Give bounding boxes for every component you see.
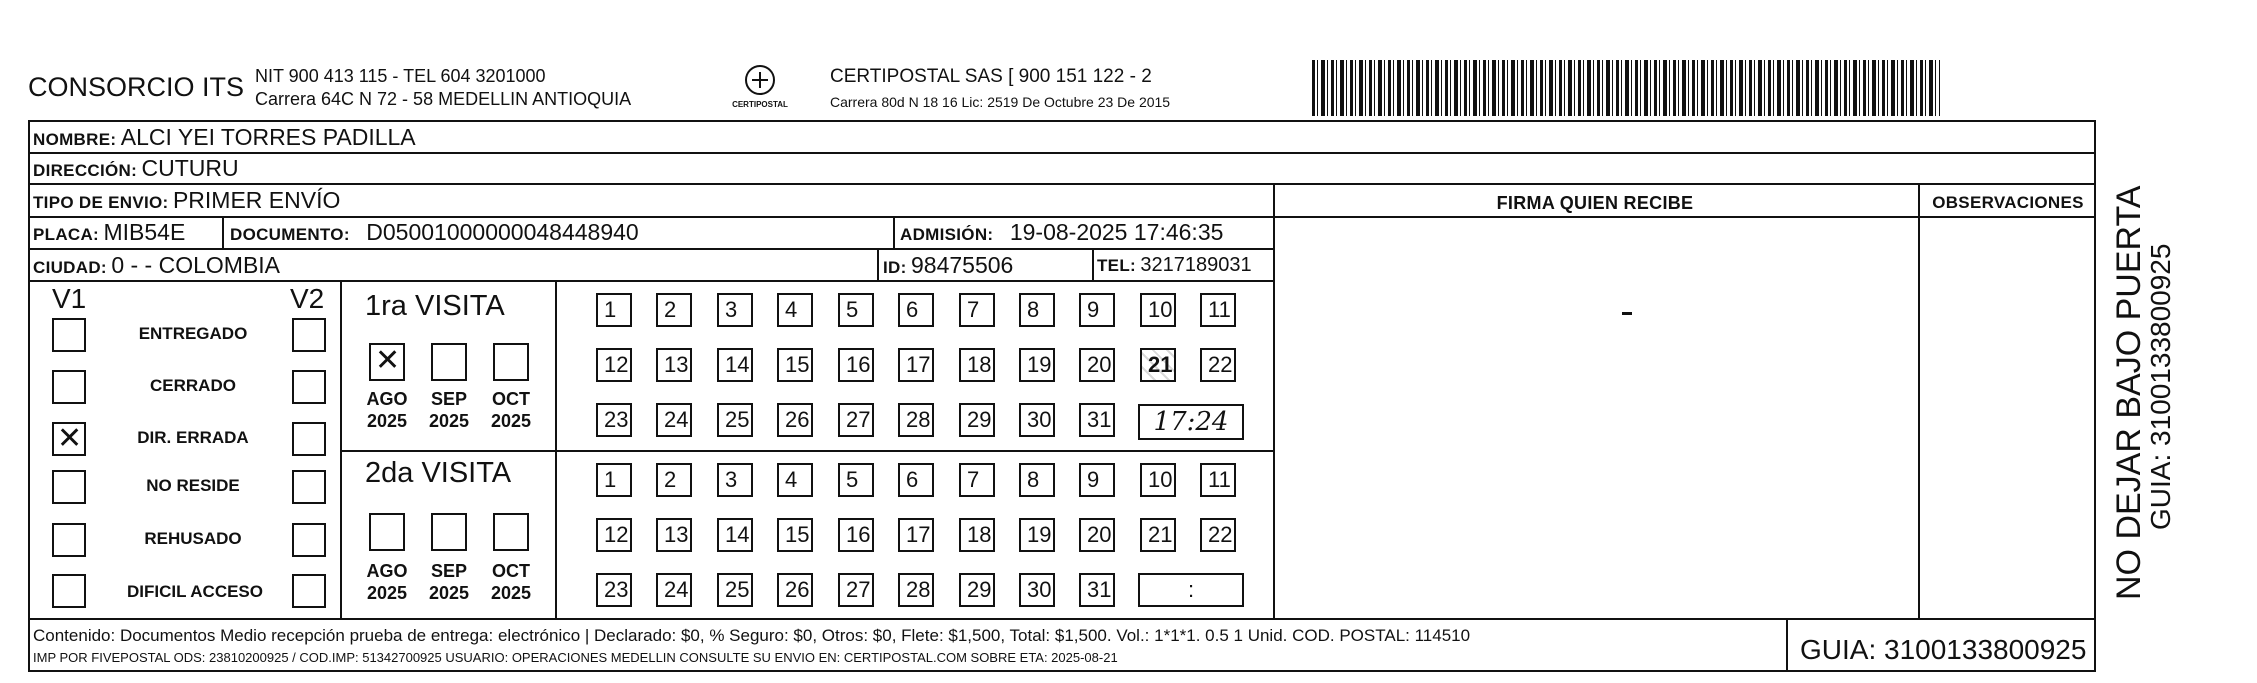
visit2-day-8[interactable]: 8 bbox=[1019, 463, 1055, 497]
visit2-day-18[interactable]: 18 bbox=[959, 518, 995, 552]
visit1-day-5[interactable]: 5 bbox=[838, 293, 874, 327]
v1-checkbox-entregado[interactable] bbox=[52, 318, 86, 352]
v1-checkbox-dificil-acceso[interactable] bbox=[52, 574, 86, 608]
visit2-time-box[interactable] bbox=[1138, 573, 1244, 607]
visit2-day-22[interactable]: 22 bbox=[1200, 518, 1236, 552]
v1-checkbox-dir-errada[interactable] bbox=[52, 422, 86, 456]
visit1-time-box[interactable] bbox=[1138, 404, 1244, 440]
visit1-day-2[interactable]: 2 bbox=[656, 293, 692, 327]
visit1-day-6[interactable]: 6 bbox=[898, 293, 934, 327]
v2-checkbox-dificil-acceso[interactable] bbox=[292, 574, 326, 608]
direccion-label: DIRECCIÓN: bbox=[33, 161, 138, 180]
visit2-month-checkbox-oct[interactable] bbox=[493, 513, 529, 551]
admision-row bbox=[900, 219, 1223, 246]
observaciones-label: OBSERVACIONES bbox=[1932, 193, 2084, 212]
visit2-day-30[interactable]: 30 bbox=[1019, 573, 1055, 607]
tipo-row bbox=[33, 187, 340, 214]
visit2-day-13[interactable]: 13 bbox=[656, 518, 692, 552]
visit1-day-4[interactable]: 4 bbox=[777, 293, 813, 327]
id-row bbox=[883, 252, 1013, 279]
company-name: CONSORCIO ITS bbox=[28, 72, 245, 102]
visit1-day-23[interactable]: 23 bbox=[596, 403, 632, 437]
visit1-day-17[interactable]: 17 bbox=[898, 348, 934, 382]
visit1-day-8[interactable]: 8 bbox=[1019, 293, 1055, 327]
visit1-month-ago: AGO 2025 bbox=[366, 389, 408, 431]
visit2-day-28[interactable]: 28 bbox=[898, 573, 934, 607]
footer-imp: IMP POR FIVEPOSTAL ODS: 23810200925 / COD.IMP: 51342700925 USUARIO: OPERACIONES MEDELLIN CONSULTE SU ENVIO EN: CERTIPOSTAL.COM SOBRE ETA: 2025-08-21 bbox=[33, 650, 1118, 665]
divider bbox=[28, 216, 2096, 218]
check-mark-icon: ✕ bbox=[375, 343, 401, 378]
visit1-month-checkbox-ago[interactable] bbox=[369, 343, 405, 381]
v2-checkbox-entregado[interactable] bbox=[292, 318, 326, 352]
visit1-day-19[interactable]: 19 bbox=[1019, 348, 1055, 382]
visit1-month-oct: OCT 2025 bbox=[490, 389, 532, 431]
visit1-day-27[interactable]: 27 bbox=[838, 403, 874, 437]
company-nit: NIT 900 413 115 - TEL 604 3201000 bbox=[255, 66, 546, 86]
visit1-day-24[interactable]: 24 bbox=[656, 403, 692, 437]
visit2-month-checkbox-ago[interactable] bbox=[369, 513, 405, 551]
tel-row bbox=[1097, 254, 1252, 277]
v1-checkbox-rehusado[interactable] bbox=[52, 523, 86, 557]
certipostal-logo-icon bbox=[725, 62, 795, 114]
tipo-label: TIPO DE ENVIO: bbox=[33, 193, 169, 212]
visit2-day-19[interactable]: 19 bbox=[1019, 518, 1055, 552]
placa-row bbox=[33, 219, 185, 246]
visit2-day-24[interactable]: 24 bbox=[656, 573, 692, 607]
visit2-day-2[interactable]: 2 bbox=[656, 463, 692, 497]
visit2-day-29[interactable]: 29 bbox=[959, 573, 995, 607]
check-mark-icon: ✕ bbox=[57, 421, 83, 456]
side-guia: GUIA: 3100133800925 bbox=[2145, 243, 2176, 530]
visit2-month-oct: OCT 2025 bbox=[490, 561, 532, 603]
visit2-day-23[interactable]: 23 bbox=[596, 573, 632, 607]
visit2-day-4[interactable]: 4 bbox=[777, 463, 813, 497]
visit2-day-3[interactable]: 3 bbox=[717, 463, 753, 497]
visit1-day-16[interactable]: 16 bbox=[838, 348, 874, 382]
visit1-title: 1ra VISITA bbox=[365, 290, 505, 322]
visit1-day-9[interactable]: 9 bbox=[1079, 293, 1115, 327]
visit2-time: : bbox=[1187, 577, 1195, 602]
visit2-day-7[interactable]: 7 bbox=[959, 463, 995, 497]
visit1-day-12[interactable]: 12 bbox=[596, 348, 632, 382]
visit1-day-20[interactable]: 20 bbox=[1079, 348, 1115, 382]
status-dificil-acceso: DIFICIL ACCESO bbox=[126, 582, 263, 601]
visit2-day-21[interactable]: 21 bbox=[1140, 518, 1176, 552]
divider bbox=[1273, 183, 1275, 620]
visit2-day-14[interactable]: 14 bbox=[717, 518, 753, 552]
visit1-time: 17:24 bbox=[1153, 407, 1229, 437]
direccion-row bbox=[33, 155, 239, 182]
visit1-month-checkbox-oct[interactable] bbox=[493, 343, 529, 381]
admision-value: 19-08-2025 17:46:35 bbox=[1009, 219, 1224, 245]
divider bbox=[340, 450, 1273, 452]
divider bbox=[893, 216, 895, 248]
visit1-day-22[interactable]: 22 bbox=[1200, 348, 1236, 382]
visit2-day-11[interactable]: 11 bbox=[1200, 463, 1236, 497]
v1-label: V1 bbox=[52, 283, 87, 314]
v1-checkbox-no-reside[interactable] bbox=[52, 470, 86, 504]
divider bbox=[1918, 183, 1920, 620]
carrier-address: Carrera 80d N 18 16 Lic: 2519 De Octubre 23 De 2015 bbox=[830, 94, 1171, 110]
visit1-day-28[interactable]: 28 bbox=[898, 403, 934, 437]
status-dir-errada: DIR. ERRADA bbox=[137, 428, 249, 447]
side-warning: NO DEJAR BAJO PUERTA bbox=[2110, 185, 2148, 600]
visit1-day-25[interactable]: 25 bbox=[717, 403, 753, 437]
v2-checkbox-cerrado[interactable] bbox=[292, 370, 326, 404]
visit2-day-12[interactable]: 12 bbox=[596, 518, 632, 552]
divider bbox=[222, 216, 224, 248]
signature-mark bbox=[1622, 312, 1632, 315]
visit1-day-15[interactable]: 15 bbox=[777, 348, 813, 382]
visit2-month-ago: AGO 2025 bbox=[366, 561, 408, 603]
visit1-day-7[interactable]: 7 bbox=[959, 293, 995, 327]
visit1-day-18[interactable]: 18 bbox=[959, 348, 995, 382]
visit1-day-11[interactable]: 11 bbox=[1200, 293, 1236, 327]
barcode bbox=[1312, 60, 1940, 116]
ciudad-row bbox=[33, 252, 280, 279]
visit2-month-checkbox-sep[interactable] bbox=[431, 513, 467, 551]
visit2-day-20[interactable]: 20 bbox=[1079, 518, 1115, 552]
nombre-label: NOMBRE: bbox=[33, 130, 117, 149]
visit1-day-3[interactable]: 3 bbox=[717, 293, 753, 327]
visit2-day-17[interactable]: 17 bbox=[898, 518, 934, 552]
nombre-row bbox=[33, 124, 416, 151]
divider bbox=[28, 152, 2096, 154]
visit2-day-16[interactable]: 16 bbox=[838, 518, 874, 552]
direccion-value: CUTURU bbox=[141, 155, 239, 181]
divider bbox=[28, 183, 2096, 185]
visit1-day-31[interactable]: 31 bbox=[1079, 403, 1115, 437]
visit1-day-26[interactable]: 26 bbox=[777, 403, 813, 437]
v2-checkbox-dir-errada[interactable] bbox=[292, 422, 326, 456]
documento-value: D05001000000048448940 bbox=[366, 219, 639, 245]
visit2-day-10[interactable]: 10 bbox=[1140, 463, 1176, 497]
visit1-day-13[interactable]: 13 bbox=[656, 348, 692, 382]
placa-label: PLACA: bbox=[33, 225, 100, 244]
visit2-title: 2da VISITA bbox=[365, 457, 512, 489]
visit2-month-sep: SEP 2025 bbox=[428, 561, 470, 603]
logo-text: CERTIPOSTAL bbox=[732, 100, 788, 109]
visit2-day-26[interactable]: 26 bbox=[777, 573, 813, 607]
visit2-day-9[interactable]: 9 bbox=[1079, 463, 1115, 497]
v2-checkbox-rehusado[interactable] bbox=[292, 523, 326, 557]
documento-row bbox=[230, 219, 639, 246]
footer-contenido: Contenido: Documentos Medio recepción prueba de entrega: electrónico | Declarado: $0, % Seguro: $0, Otros: $0, Flete: $1,500, Total: $1,500. Vol.: 1*1*1. 0.5 1 Unid. COD. POSTAL: 114510 bbox=[33, 626, 1471, 645]
visit2-day-5[interactable]: 5 bbox=[838, 463, 874, 497]
footer-guia: GUIA: 3100133800925 bbox=[1800, 634, 2087, 665]
tel-label: TEL: bbox=[1097, 256, 1136, 275]
status-rehusado: REHUSADO bbox=[144, 529, 242, 548]
tipo-value: PRIMER ENVÍO bbox=[172, 187, 341, 213]
visit1-day-30[interactable]: 30 bbox=[1019, 403, 1055, 437]
ciudad-value: 0 - - COLOMBIA bbox=[111, 252, 281, 278]
visit1-day-10[interactable]: 10 bbox=[1140, 293, 1176, 327]
nombre-value: ALCI YEI TORRES PADILLA bbox=[120, 124, 416, 150]
visit2-day-25[interactable]: 25 bbox=[717, 573, 753, 607]
visit1-month-sep: SEP 2025 bbox=[428, 389, 470, 431]
tel-value: 3217189031 bbox=[1140, 254, 1252, 276]
visit1-day-29[interactable]: 29 bbox=[959, 403, 995, 437]
visit2-day-31[interactable]: 31 bbox=[1079, 573, 1115, 607]
visit1-day-21[interactable]: 21 bbox=[1140, 348, 1176, 382]
visit2-day-15[interactable]: 15 bbox=[777, 518, 813, 552]
divider bbox=[877, 248, 879, 280]
divider bbox=[28, 248, 1273, 250]
v1-checkbox-cerrado[interactable] bbox=[52, 370, 86, 404]
ciudad-label: CIUDAD: bbox=[33, 258, 107, 277]
visit1-day-1[interactable]: 1 bbox=[596, 293, 632, 327]
firma-label: FIRMA QUIEN RECIBE bbox=[1496, 193, 1694, 213]
v2-checkbox-no-reside[interactable] bbox=[292, 470, 326, 504]
status-entregado: ENTREGADO bbox=[138, 324, 248, 343]
divider bbox=[2094, 120, 2096, 620]
documento-label: DOCUMENTO: bbox=[230, 225, 350, 244]
footer-frame bbox=[28, 620, 2096, 672]
divider bbox=[1092, 248, 1094, 280]
company-address: Carrera 64C N 72 - 58 MEDELLIN ANTIOQUIA bbox=[255, 89, 632, 109]
v2-label: V2 bbox=[290, 283, 325, 314]
visit2-day-6[interactable]: 6 bbox=[898, 463, 934, 497]
carrier-name: CERTIPOSTAL SAS [ 900 151 122 - 2 bbox=[830, 66, 1152, 87]
visit1-day-14[interactable]: 14 bbox=[717, 348, 753, 382]
placa-value: MIB54E bbox=[103, 219, 186, 245]
admision-label: ADMISIÓN: bbox=[900, 225, 994, 244]
status-no-reside: NO RESIDE bbox=[146, 476, 240, 495]
id-value: 98475506 bbox=[911, 252, 1014, 278]
visit2-day-1[interactable]: 1 bbox=[596, 463, 632, 497]
visit1-month-checkbox-sep[interactable] bbox=[431, 343, 467, 381]
visit2-day-27[interactable]: 27 bbox=[838, 573, 874, 607]
divider bbox=[28, 280, 1273, 282]
status-cerrado: CERRADO bbox=[150, 376, 236, 395]
id-label: ID: bbox=[883, 258, 907, 277]
